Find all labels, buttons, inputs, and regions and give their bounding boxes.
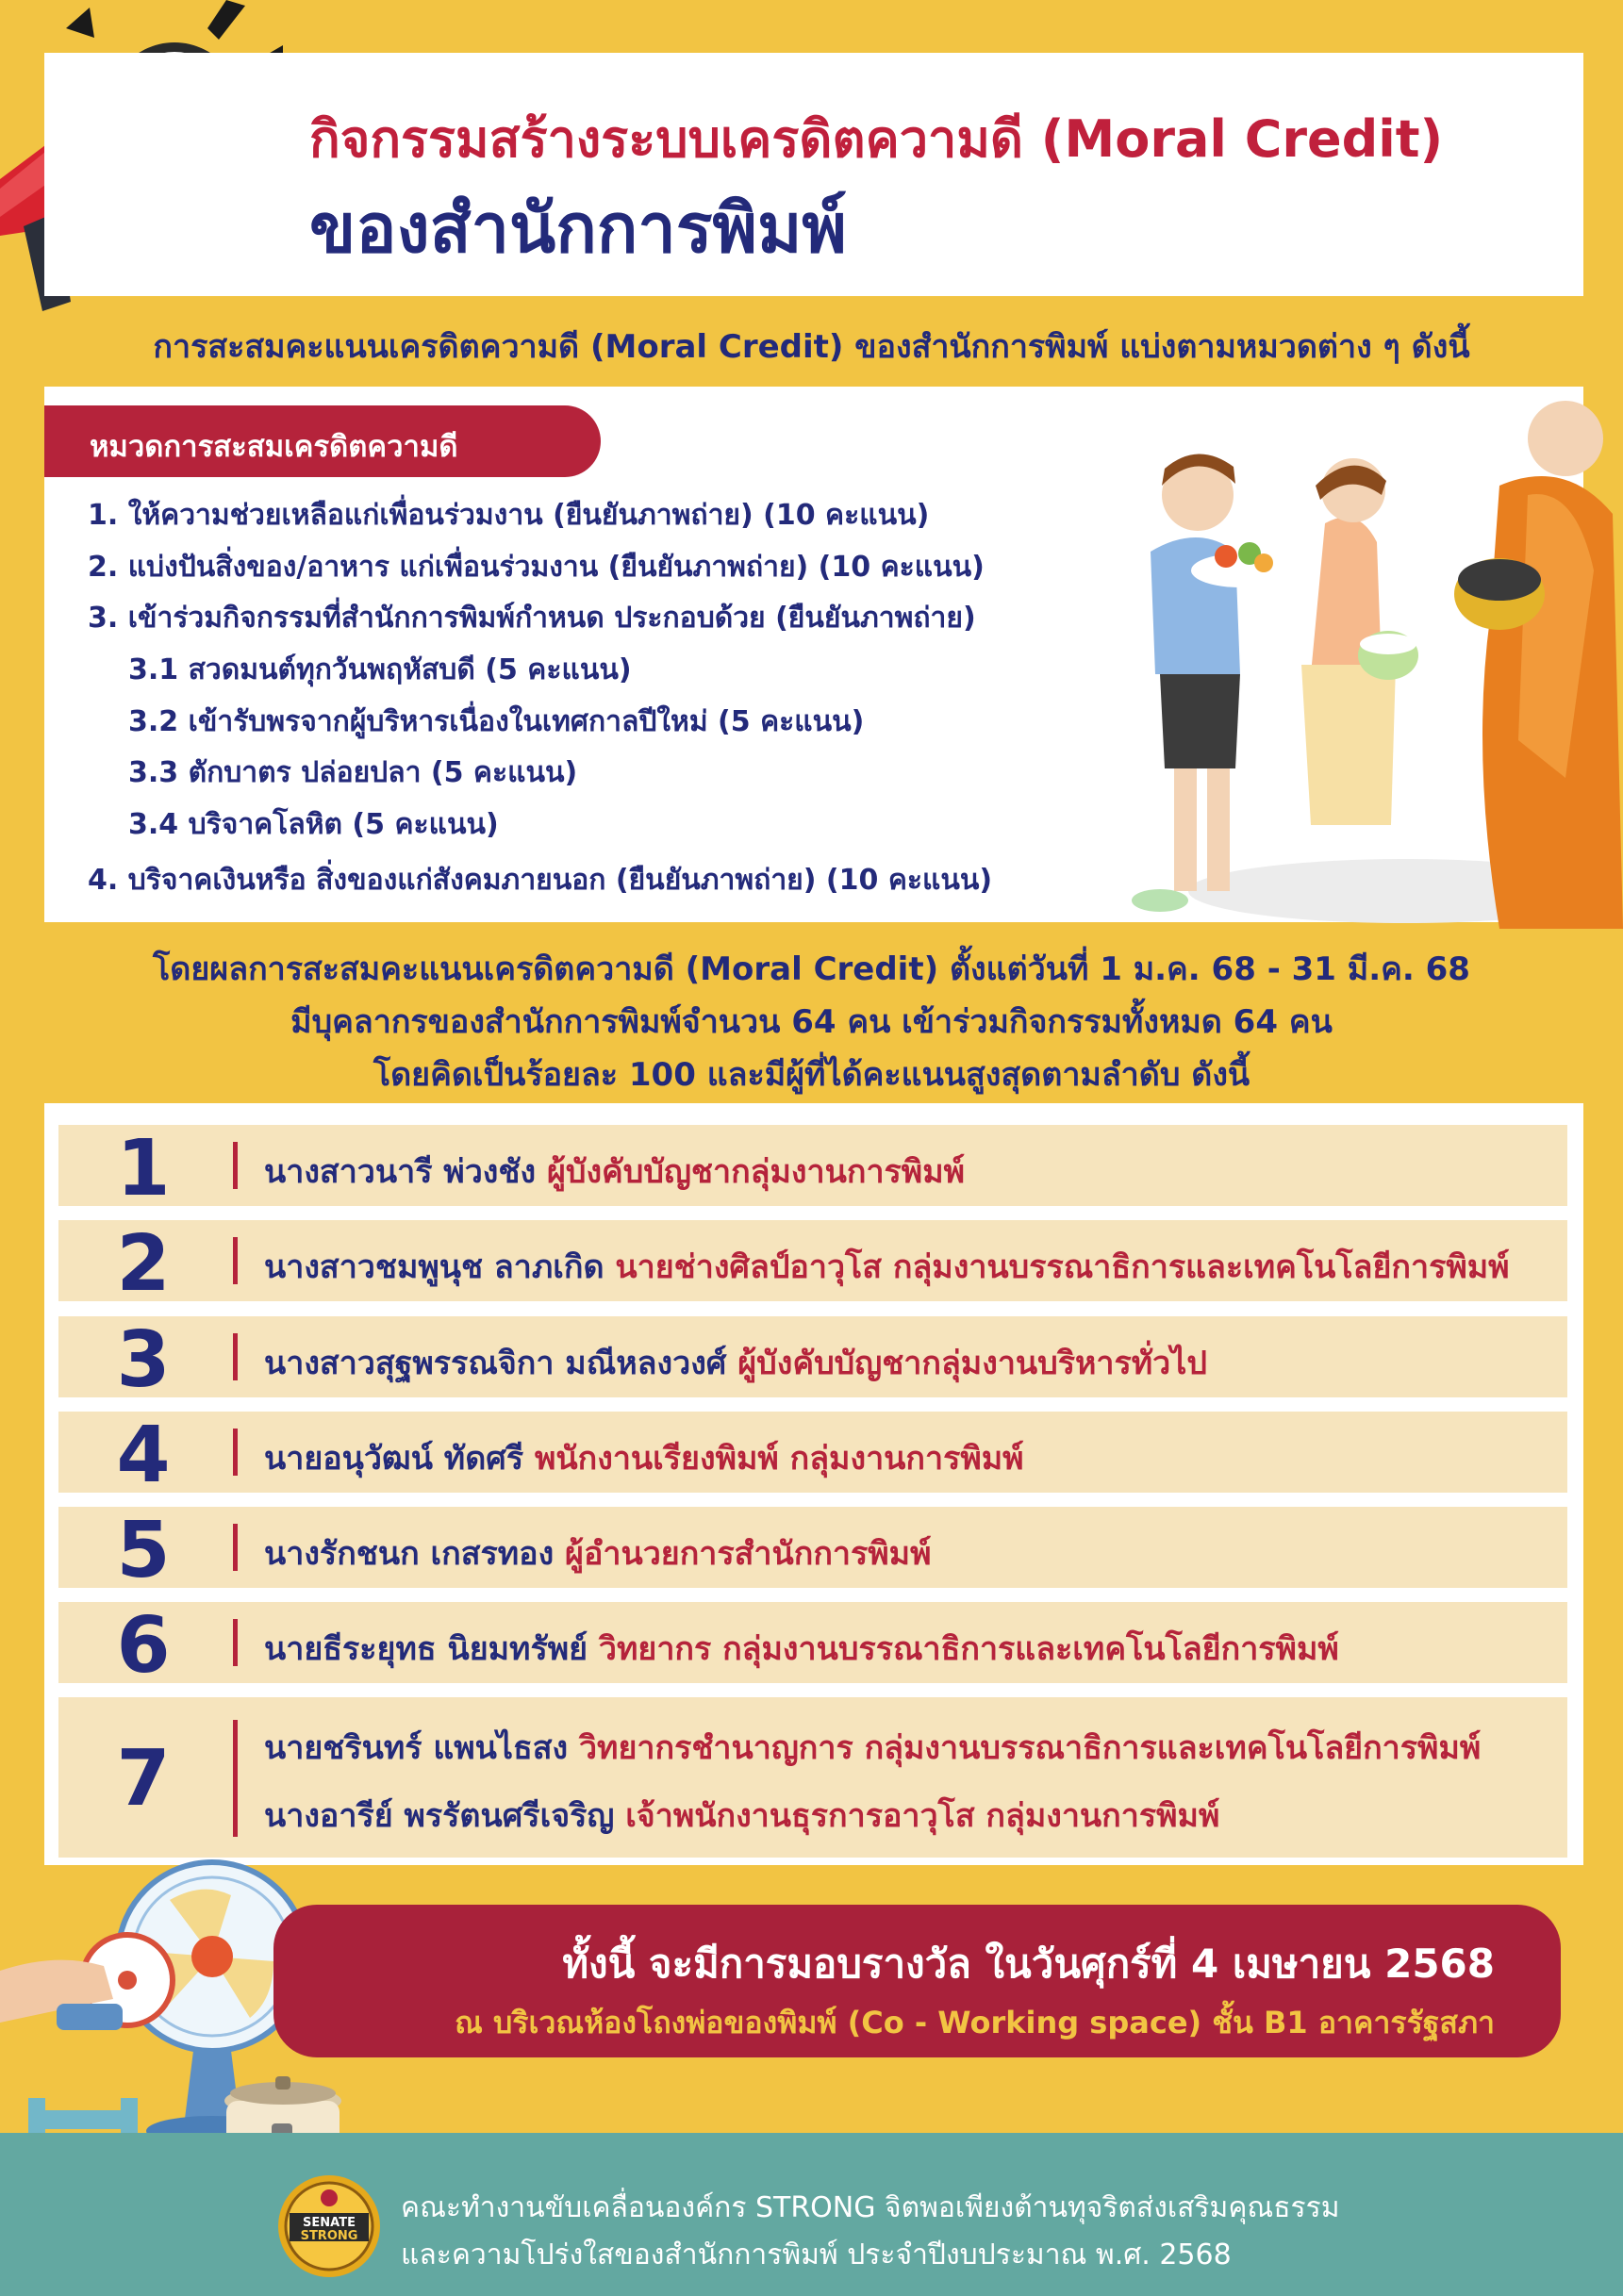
rank-position: พนักงานเรียงพิมพ์ กลุ่มงานการพิมพ์ — [534, 1440, 1024, 1478]
rank-entry — [264, 1146, 965, 1197]
category-item: 1. ให้ความช่วยเหลือแก่เพื่อนร่วมงาน (ยืนยันภาพถ่าย) (10 คะแนน) — [88, 499, 930, 532]
rank-position: เจ้าพนักงานธุรการอาวุโส กลุ่มงานการพิมพ์ — [625, 1797, 1220, 1835]
intro-text: การสะสมคะแนนเครดิตความดี (Moral Credit) ของสำนักการพิมพ์ แบ่งตามหมวดต่าง ๆ ดังนี้ — [153, 328, 1470, 366]
award-date: ทั้งนี้ จะมีการมอบรางวัล ในวันศุกร์ที่ 4 เมษายน 2568 — [562, 1941, 1495, 1987]
rank-position: วิทยากรชำนาญการ กลุ่มงานบรรณาธิการและเทคโนโลยีการพิมพ์ — [578, 1729, 1482, 1767]
rank-name: นางรักชนก เกสรทอง — [264, 1535, 555, 1573]
rank-divider — [233, 1429, 238, 1476]
result-line: มีบุคลากรของสำนักการพิมพ์จำนวน 64 คน เข้าร่วมกิจกรรมทั้งหมด 64 คน — [290, 1003, 1333, 1041]
rank-divider — [233, 1333, 238, 1380]
rank-position: วิทยากร กลุ่มงานบรรณาธิการและเทคโนโลยีการพิมพ์ — [598, 1630, 1339, 1668]
svg-text:STRONG: STRONG — [300, 2229, 358, 2243]
rank-name: นายชรินทร์ แพนไธสง — [264, 1729, 569, 1767]
rank-name: นายธีระยุทธ นิยมทรัพย์ — [264, 1630, 588, 1668]
category-subitem: 3.1 สวดมนต์ทุกวันพฤหัสบดี (5 คะแนน) — [128, 653, 632, 686]
svg-text:SENATE: SENATE — [303, 2216, 356, 2230]
rank-divider — [233, 1237, 238, 1284]
ranking-row — [58, 1124, 1567, 1214]
rank-number: 6 — [116, 1601, 171, 1691]
rank-entry — [264, 1623, 1339, 1674]
rank-entry — [264, 1790, 1219, 1841]
rank-entry — [264, 1241, 1510, 1292]
category-subitem: 3.4 บริจาคโลหิต (5 คะแนน) — [128, 808, 499, 841]
result-line: โดยผลการสะสมคะแนนเครดิตความดี (Moral Credit) ตั้งแต่วันที่ 1 ม.ค. 68 - 31 มี.ค. 68 — [153, 950, 1470, 988]
ranking-row — [58, 1411, 1567, 1500]
category-subitem: 3.3 ตักบาตร ปล่อยปลา (5 คะแนน) — [128, 756, 578, 789]
rank-name: นางสาวสุฐพรรณจิกา มณีหลงวงศ์ — [264, 1345, 727, 1382]
senate-strong-logo — [276, 2173, 382, 2279]
category-item: 2. แบ่งปันสิ่งของ/อาหาร แก่เพื่อนร่วมงาน (ยืนยันภาพถ่าย) (10 คะแนน) — [88, 551, 985, 584]
category-item: 3. เข้าร่วมกิจกรรมที่สำนักการพิมพ์กำหนด ประกอบด้วย (ยืนยันภาพถ่าย) — [88, 602, 976, 635]
page-title: กิจกรรมสร้างระบบเครดิตความดี (Moral Credit) — [309, 109, 1444, 169]
category-item: 4. บริจาคเงินหรือ สิ่งของแก่สังคมภายนอก (ยืนยันภาพถ่าย) (10 คะแนน) — [88, 864, 993, 897]
rank-entry — [264, 1722, 1481, 1773]
rank-name: นางสาวนารี พ่วงชัง — [264, 1153, 537, 1191]
rank-number: 5 — [116, 1506, 171, 1595]
rank-number: 2 — [116, 1219, 171, 1309]
ranking-row — [58, 1601, 1567, 1691]
award-banner — [273, 1905, 1561, 2057]
rank-name: นางสาวชมพูนุช ลาภเกิด — [264, 1248, 604, 1286]
rank-entry — [264, 1337, 1207, 1388]
award-location: ณ บริเวณห้องโถงพ่อของพิมพ์ (Co - Working space) ชั้น B1 อาคารรัฐสภา — [455, 2005, 1495, 2040]
rank-name: นางอารีย์ พรรัตนศรีเจริญ — [264, 1797, 615, 1835]
footer-text: และความโปร่งใสของสำนักการพิมพ์ ประจำปีงบประมาณ พ.ศ. 2568 — [401, 2238, 1232, 2271]
category-subitem: 3.2 เข้ารับพรจากผู้บริหารเนื่องในเทศกาลปีใหม่ (5 คะแนน) — [128, 705, 865, 738]
rank-divider — [233, 1142, 238, 1189]
rank-position: ผู้บังคับบัญชากลุ่มงานบริหารทั่วไป — [737, 1345, 1207, 1382]
rank-divider — [233, 1619, 238, 1666]
page-title-line2: ของสำนักการพิมพ์ — [309, 189, 847, 268]
rank-number: 7 — [116, 1734, 171, 1824]
category-heading: หมวดการสะสมเครดิตความดี — [90, 430, 458, 464]
ranking-row — [58, 1315, 1567, 1405]
rank-number: 4 — [116, 1411, 171, 1500]
rank-entry — [264, 1432, 1024, 1483]
ranking-row — [58, 1219, 1567, 1309]
ranking-row — [58, 1506, 1567, 1595]
result-line: โดยคิดเป็นร้อยละ 100 และมีผู้ที่ได้คะแนนสูงสุดตามลำดับ ดังนี้ — [373, 1056, 1250, 1094]
alms-giving-illustration — [1122, 382, 1623, 929]
rank-name: นายอนุวัฒน์ ทัดศรี — [264, 1440, 524, 1478]
rank-position: ผู้อำนวยการสำนักการพิมพ์ — [565, 1535, 932, 1573]
footer-text: คณะทำงานขับเคลื่อนองค์กร STRONG จิตพอเพียงต้านทุจริตส่งเสริมคุณธรรม — [401, 2191, 1340, 2224]
rank-number: 3 — [116, 1315, 171, 1405]
ranking-row — [58, 1697, 1567, 1858]
rank-divider — [233, 1524, 238, 1571]
rank-number: 1 — [116, 1124, 171, 1214]
rank-position: นายช่างศิลป์อาวุโส กลุ่มงานบรรณาธิการและเทคโนโลยีการพิมพ์ — [615, 1248, 1510, 1286]
rank-entry — [264, 1528, 932, 1578]
rank-position: ผู้บังคับบัญชากลุ่มงานการพิมพ์ — [546, 1153, 966, 1191]
rank-divider — [233, 1720, 238, 1837]
